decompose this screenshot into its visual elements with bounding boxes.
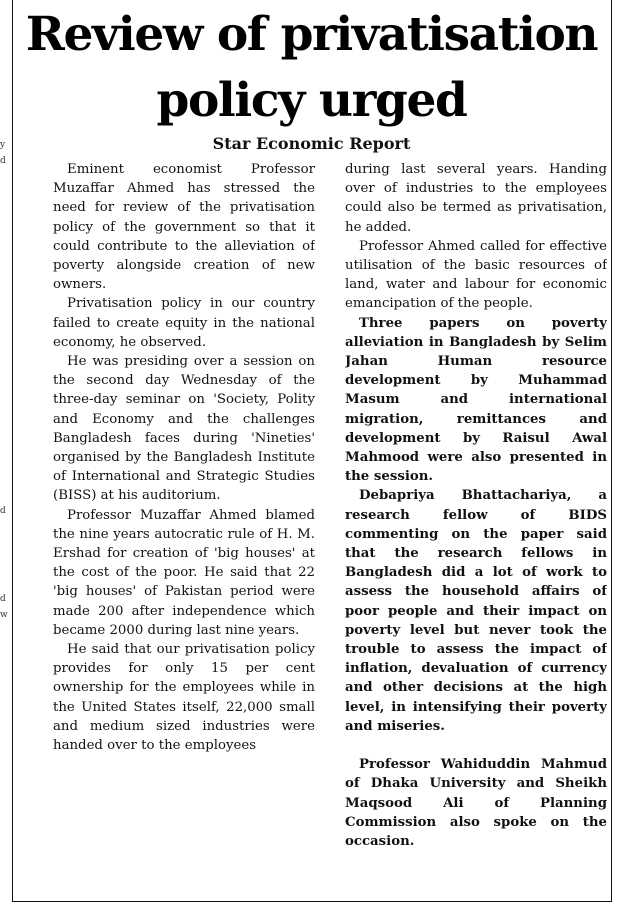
margin-mark: d	[0, 594, 6, 604]
paragraph: during last several years. Handing over of industries to the employees could also be termed as privatisation, he added.	[345, 162, 607, 235]
margin-mark: y	[0, 140, 6, 150]
adjacent-column-fragments	[0, 0, 12, 911]
margin-mark: d	[0, 506, 6, 516]
margin-mark: w	[0, 610, 8, 620]
column-left	[53, 160, 315, 900]
article-body	[53, 160, 607, 900]
paragraph: Professor Wahiduddin Mahmud of Dhaka University and Sheikh Maqsood Ali of Planning Commission also spoke on the occasion.	[345, 757, 607, 849]
paragraph: He was presiding over a session on the second day Wednesday of the three-day seminar on 'Society, Polity and Economy and the challenges Bangladesh faces during 'Nineties' organised by the Bangladesh Institute of International and Strategic Studies (BISS) at his auditorium.	[53, 354, 315, 504]
paragraph: Debapriya Bhattachariya, a research fellow of BIDS commenting on the paper said that the research fellows in Bangladesh did a lot of work to assess the household affairs of poor people and their impact on poverty level but never took the trouble to assess the impact of inflation, devaluation of currency and other decisions at the high level, in intensifying their poverty and miseries.	[345, 488, 607, 734]
byline: Star Economic Report	[212, 134, 411, 153]
paragraph: Eminent economist Professor Muzaffar Ahmed has stressed the need for review of the privatisation policy of the government so that it could contribute to the alleviation of poverty alongside creation of new owners.	[53, 162, 315, 293]
paragraph: Professor Ahmed called for effective utilisation of the basic resources of land, water and labour for economic emancipation of the people.	[345, 238, 607, 312]
paragraph: Three papers on poverty alleviation in Bangladesh by Selim Jahan Human resource development by Muhammad Masum and international migration, remittances and development by Raisul Awal Mahmood were also presented in the session.	[345, 315, 607, 485]
article-frame	[12, 0, 612, 902]
paragraph: Professor Muzaffar Ahmed blamed the nine years autocratic rule of H. M. Ershad for creation of 'big houses' at the cost of the poor. He said that 22 'big houses' of Pakistan period were made 200 after independence which became 2000 during last nine years.	[53, 507, 315, 638]
margin-mark: d	[0, 156, 6, 166]
paragraph: He said that our privatisation policy provides for only 15 per cent ownership for the employees while in the United States itself, 22,000 small and medium sized industries were handed over to the employees	[53, 642, 315, 754]
paragraph: Privatisation policy in our country failed to create equity in the national economy, he observed.	[53, 296, 315, 350]
column-right	[345, 160, 607, 900]
headline: Review of privatisation policy urged	[25, 7, 598, 128]
